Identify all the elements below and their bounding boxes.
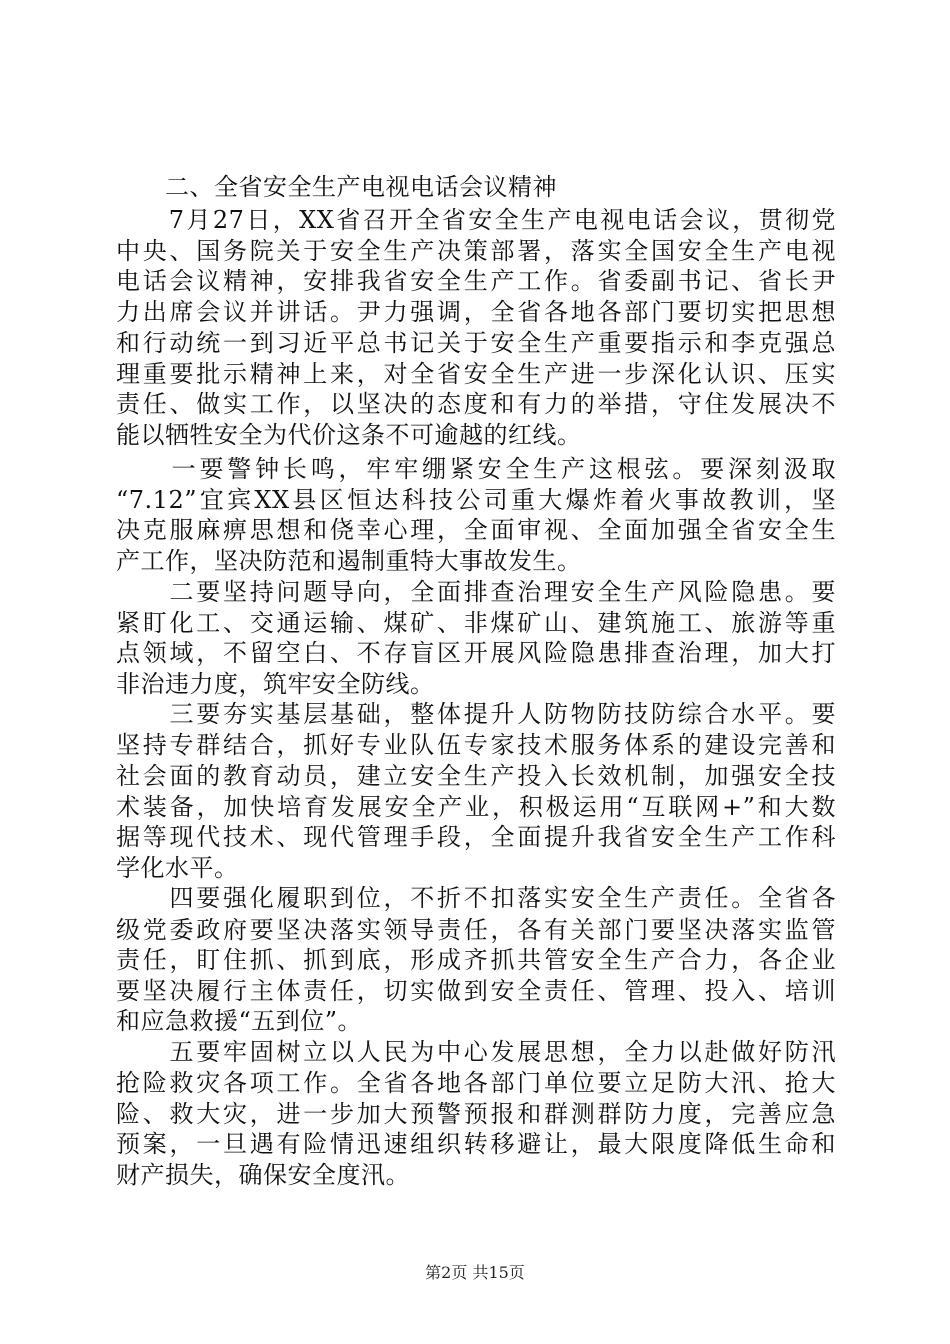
text-line: 和应急救援“五到位”。 — [116, 1007, 363, 1035]
text-line: 财产损失，确保安全度汛。 — [116, 1161, 410, 1189]
text-line: 四要强化履职到位，不折不扣落实安全生产责任。全省各 — [116, 884, 836, 912]
text-line: 二要坚持问题导向，全面排查治理安全生产风险隐患。要 — [116, 578, 836, 606]
text-line: 点领域，不留空白、不存盲区开展风险隐患排查治理，加大打 — [116, 639, 836, 667]
text-line: 险、救大灾，进一步加大预警预报和群测群防力度，完善应急 — [116, 1100, 836, 1128]
text-line: 要坚决履行主体责任，切实做到安全责任、管理、投入、培训 — [116, 977, 836, 1005]
text-line: 坚持专群结合，抓好专业队伍专家技术服务体系的建设完善和 — [116, 731, 836, 759]
text-line: 理重要批示精神上来，对全省安全生产进一步深化认识、压实 — [116, 360, 836, 388]
text-line: 7月27日，XX省召开全省安全生产电视电话会议，贯彻党 — [116, 206, 836, 234]
text-line: 中央、国务院关于安全生产决策部署，落实全国安全生产电视 — [116, 237, 836, 265]
text-line: 学化水平。 — [116, 854, 239, 882]
section-heading: 二、全省安全生产电视电话会议精神 — [116, 173, 557, 201]
text-line: 产工作，坚决防范和遏制重特大事故发生。 — [116, 547, 582, 575]
text-line: 三要夯实基层基础，整体提升人防物防技防综合水平。要 — [116, 700, 836, 728]
text-line: 和行动统一到习近平总书记关于安全生产重要指示和李克强总 — [116, 329, 836, 357]
text-line: 决克服麻痹思想和侥幸心理，全面审视、全面加强全省安全生 — [116, 516, 836, 544]
text-line: 责任、做实工作，以坚决的态度和有力的举措，守住发展决不 — [116, 390, 836, 418]
text-line: 能以牺牲安全为代价这条不可逾越的红线。 — [116, 421, 582, 449]
text-line: 术装备，加快培育发展安全产业，积极运用“互联网+”和大数 — [116, 793, 836, 821]
text-line: 预案，一旦遇有险情迅速组织转移避让，最大限度降低生命和 — [116, 1130, 836, 1158]
text-line: 非治违力度，筑牢安全防线。 — [116, 670, 435, 698]
text-line: 一要警钟长鸣，牢牢绷紧安全生产这根弦。要深刻汲取 — [116, 455, 836, 483]
page-number-footer: 第2页 共15页 — [425, 1263, 525, 1282]
text-line: 电话会议精神，安排我省安全生产工作。省委副书记、省长尹 — [116, 267, 836, 295]
text-line: “7.12”宜宾XX县区恒达科技公司重大爆炸着火事故教训，坚 — [116, 486, 836, 514]
text-line: 五要牢固树立以人民为中心发展思想，全力以赴做好防汛 — [116, 1038, 836, 1066]
text-line: 社会面的教育动员，建立安全生产投入长效机制，加强安全技 — [116, 762, 836, 790]
text-line: 抢险救灾各项工作。全省各地各部门单位要立足防大汛、抢大 — [116, 1069, 836, 1097]
text-line: 责任，盯住抓、抓到底，形成齐抓共管安全生产合力，各企业 — [116, 946, 836, 974]
text-line: 力出席会议并讲话。尹力强调，全省各地各部门要切实把思想 — [116, 298, 836, 326]
text-line: 级党委政府要坚决落实领导责任，各有关部门要坚决落实监管 — [116, 916, 836, 944]
text-line: 据等现代技术、现代管理手段，全面提升我省安全生产工作科 — [116, 823, 836, 851]
text-line: 紧盯化工、交通运输、煤矿、非煤矿山、建筑施工、旅游等重 — [116, 609, 836, 637]
